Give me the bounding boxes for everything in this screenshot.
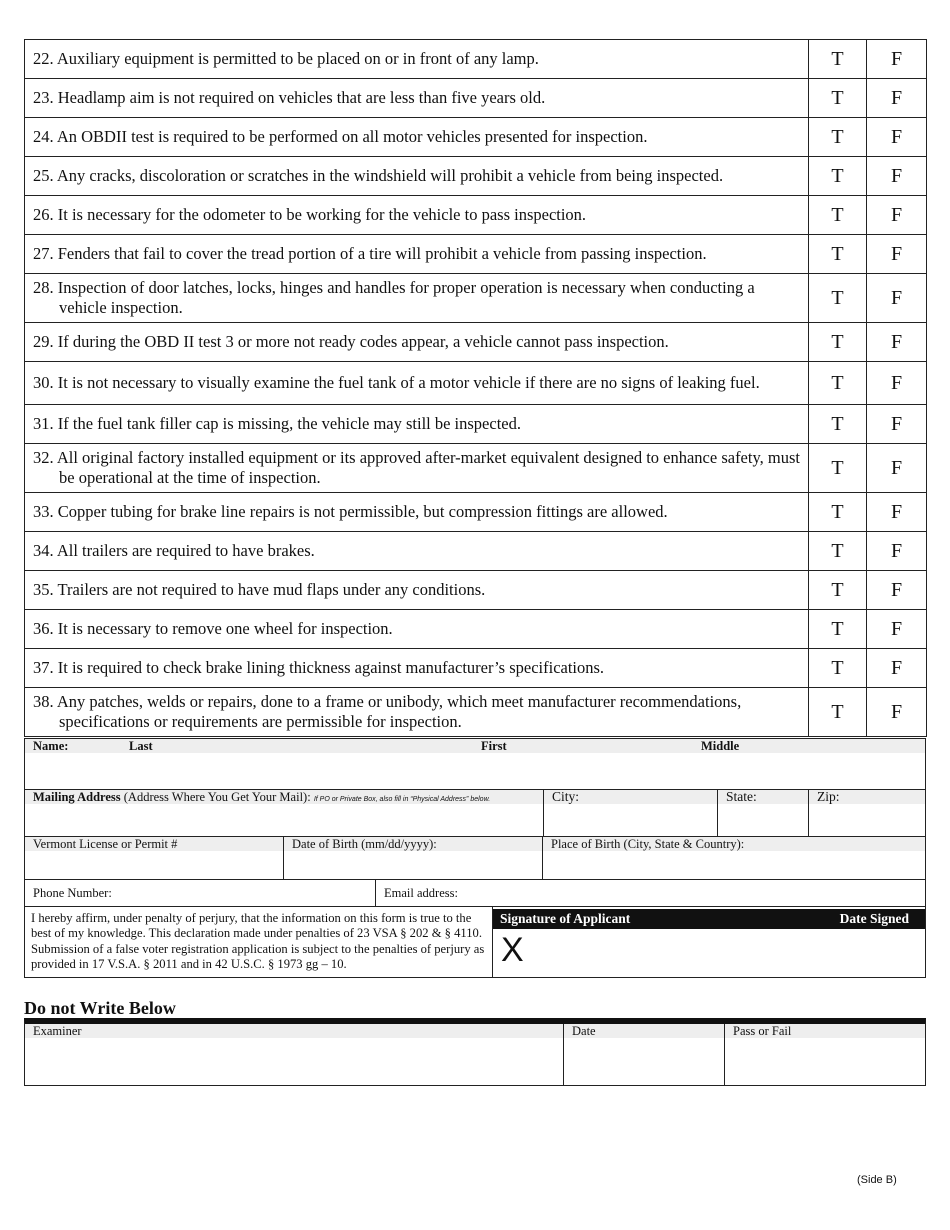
false-option[interactable]: F [867, 323, 927, 362]
question-row [25, 444, 927, 493]
false-option[interactable]: F [867, 405, 927, 444]
question-text: 24. An OBDII test is required to be performed on all motor vehicles presented for inspection. [25, 118, 809, 157]
pass-fail-field[interactable] [725, 1024, 925, 1086]
office-use-table [24, 1018, 926, 1086]
city-field[interactable] [544, 790, 717, 836]
question-text: 36. It is necessary to remove one wheel for inspection. [25, 610, 809, 649]
true-option[interactable]: T [809, 235, 867, 274]
dob-label: Date of Birth (mm/dd/yyyy): [284, 837, 542, 851]
question-row [25, 79, 927, 118]
question-row [25, 493, 927, 532]
affirmation-text: I hereby affirm, under penalty of perjury, that the information on this form is true to the best of my knowledge. This declaration made under penalties of 23 VSA § 202 & § 4110. Submission of a false voter registration application is subject to the penalties of perjury as provided in 17 V.S.A. § 2011 and in 42 U.S.C. § 1973 gg – 10. [31, 911, 485, 971]
affirmation-block [25, 907, 492, 977]
false-option[interactable]: F [867, 444, 927, 493]
office-date-field[interactable] [564, 1024, 724, 1086]
question-row [25, 649, 927, 688]
false-option[interactable]: F [867, 610, 927, 649]
true-option[interactable]: T [809, 79, 867, 118]
name-label: Name: [33, 739, 69, 753]
question-text: 32. All original factory installed equipment or its approved after-market equivalent designed to enhance safety, must be operational at the time of inspection. [25, 444, 809, 493]
question-row [25, 405, 927, 444]
question-row [25, 118, 927, 157]
license-label: Vermont License or Permit # [25, 837, 283, 851]
true-option[interactable]: T [809, 405, 867, 444]
date-signed-label: Date Signed [839, 911, 909, 926]
question-text: 26. It is necessary for the odometer to be working for the vehicle to pass inspection. [25, 196, 809, 235]
zip-field[interactable] [809, 790, 925, 836]
middle-name-label: Middle [701, 739, 740, 753]
zip-label: Zip: [809, 790, 925, 804]
true-option[interactable]: T [809, 688, 867, 737]
false-option[interactable]: F [867, 235, 927, 274]
true-option[interactable]: T [809, 196, 867, 235]
question-row [25, 40, 927, 79]
mailing-address-label: Mailing Address [33, 790, 121, 804]
pob-field[interactable] [543, 837, 925, 879]
email-label: Email address: [384, 886, 458, 900]
question-text: 38. Any patches, welds or repairs, done to a frame or unibody, which meet manufacturer recommendations, specifications or requirements are permissible for inspection. [25, 688, 809, 737]
true-option[interactable]: T [809, 571, 867, 610]
false-option[interactable]: F [867, 571, 927, 610]
question-row [25, 362, 927, 405]
true-option[interactable]: T [809, 493, 867, 532]
mailing-address-note: If PO or Private Box, also fill in “Physical Address” below. [313, 796, 491, 803]
signature-x-mark: X [501, 931, 524, 969]
true-option[interactable]: T [809, 274, 867, 323]
pass-fail-label: Pass or Fail [725, 1024, 925, 1038]
false-option[interactable]: F [867, 79, 927, 118]
question-text: 34. All trailers are required to have brakes. [25, 532, 809, 571]
true-option[interactable]: T [809, 444, 867, 493]
question-row [25, 610, 927, 649]
question-row [25, 157, 927, 196]
email-field[interactable] [376, 880, 925, 906]
applicant-form [24, 738, 926, 978]
question-text: 28. Inspection of door latches, locks, hinges and handles for proper operation is necessary when conducting a vehicle inspection. [25, 274, 809, 323]
mailing-address-field[interactable] [25, 790, 543, 836]
phone-label: Phone Number: [33, 886, 112, 900]
question-row [25, 235, 927, 274]
state-field[interactable] [718, 790, 808, 836]
true-option[interactable]: T [809, 118, 867, 157]
true-option[interactable]: T [809, 610, 867, 649]
true-option[interactable]: T [809, 323, 867, 362]
questions-table [24, 39, 927, 737]
true-option[interactable]: T [809, 362, 867, 405]
question-text: 29. If during the OBD II test 3 or more not ready codes appear, a vehicle cannot pass inspection. [25, 323, 809, 362]
city-label: City: [544, 790, 717, 804]
side-marker: (Side B) [857, 1174, 897, 1186]
signature-label: Signature of Applicant [500, 911, 631, 926]
first-name-label: First [481, 739, 507, 753]
question-row [25, 571, 927, 610]
pob-label: Place of Birth (City, State & Country): [543, 837, 925, 851]
question-row [25, 323, 927, 362]
office-date-label: Date [564, 1024, 724, 1038]
mailing-address-sub: (Address Where You Get Your Mail): [120, 790, 314, 804]
signature-header [493, 909, 925, 929]
false-option[interactable]: F [867, 196, 927, 235]
question-text: 22. Auxiliary equipment is permitted to be placed on or in front of any lamp. [25, 40, 809, 79]
true-option[interactable]: T [809, 532, 867, 571]
license-field[interactable] [25, 837, 283, 879]
false-option[interactable]: F [867, 40, 927, 79]
true-option[interactable]: T [809, 649, 867, 688]
false-option[interactable]: F [867, 688, 927, 737]
false-option[interactable]: F [867, 532, 927, 571]
dob-field[interactable] [284, 837, 542, 879]
question-text: 30. It is not necessary to visually examine the fuel tank of a motor vehicle if there are no signs of leaking fuel. [25, 362, 809, 405]
false-option[interactable]: F [867, 118, 927, 157]
name-field[interactable] [25, 739, 925, 789]
question-row [25, 532, 927, 571]
question-row [25, 274, 927, 323]
false-option[interactable]: F [867, 157, 927, 196]
question-text: 35. Trailers are not required to have mud flaps under any conditions. [25, 571, 809, 610]
examiner-field[interactable] [25, 1024, 563, 1086]
phone-field[interactable] [25, 880, 375, 906]
question-text: 31. If the fuel tank filler cap is missing, the vehicle may still be inspected. [25, 405, 809, 444]
question-row [25, 688, 927, 737]
state-label: State: [718, 790, 808, 804]
examiner-label: Examiner [25, 1024, 563, 1038]
last-name-label: Last [129, 739, 153, 753]
false-option[interactable]: F [867, 362, 927, 405]
office-use-title: Do not Write Below [24, 998, 176, 1018]
question-row [25, 196, 927, 235]
false-option[interactable]: F [867, 493, 927, 532]
false-option[interactable]: F [867, 649, 927, 688]
question-text: 27. Fenders that fail to cover the tread portion of a tire will prohibit a vehicle from passing inspection. [25, 235, 809, 274]
question-text: 25. Any cracks, discoloration or scratches in the windshield will prohibit a vehicle from being inspected. [25, 157, 809, 196]
question-text: 23. Headlamp aim is not required on vehicles that are less than five years old. [25, 79, 809, 118]
question-text: 37. It is required to check brake lining thickness against manufacturer’s specifications. [25, 649, 809, 688]
true-option[interactable]: T [809, 40, 867, 79]
true-option[interactable]: T [809, 157, 867, 196]
question-text: 33. Copper tubing for brake line repairs is not permissible, but compression fittings are allowed. [25, 493, 809, 532]
signature-field[interactable] [493, 929, 925, 977]
false-option[interactable]: F [867, 274, 927, 323]
